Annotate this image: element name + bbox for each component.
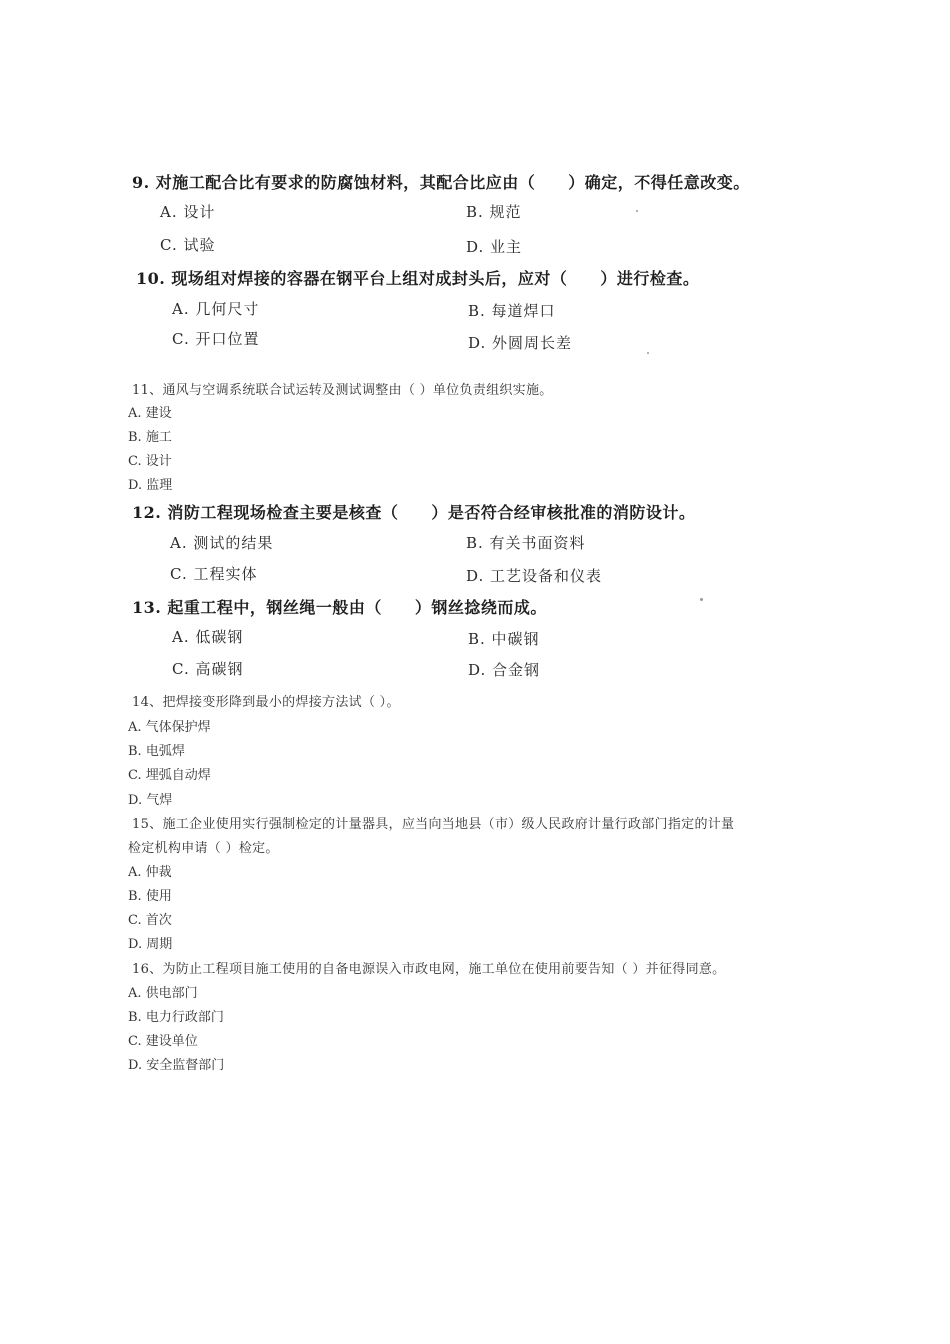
question-10-option-a: A. 几何尺寸 bbox=[172, 300, 260, 318]
scan-speck bbox=[647, 352, 649, 354]
question-10-option-c: C. 开口位置 bbox=[172, 330, 260, 348]
question-9-option-c: C. 试验 bbox=[160, 236, 216, 254]
question-12-option-b: B. 有关书面资料 bbox=[466, 534, 586, 552]
question-9-text: 9. 对施工配合比有要求的防腐蚀材料，其配合比应由（ ）确定，不得任意改变。 bbox=[132, 173, 750, 192]
question-9-option-d: D. 业主 bbox=[466, 238, 523, 256]
question-12-option-d: D. 工艺设备和仪表 bbox=[466, 567, 603, 585]
question-15-option-d: D. 周期 bbox=[128, 937, 173, 952]
question-14-option-d: D. 气焊 bbox=[128, 793, 173, 808]
question-14-option-c: C. 埋弧自动焊 bbox=[128, 768, 211, 783]
question-14-option-b: B. 电弧焊 bbox=[128, 744, 185, 759]
question-10-text: 10. 现场组对焊接的容器在钢平台上组对成封头后，应对（ ）进行检查。 bbox=[136, 269, 700, 288]
question-12-option-a: A. 测试的结果 bbox=[170, 534, 274, 552]
question-12-text: 12. 消防工程现场检查主要是核查（ ）是否符合经审核批准的消防设计。 bbox=[132, 503, 696, 522]
question-13-option-d: D. 合金钢 bbox=[468, 661, 541, 679]
question-11-option-d: D. 监理 bbox=[128, 478, 173, 493]
question-16-option-b: B. 电力行政部门 bbox=[128, 1010, 224, 1025]
question-10-option-b: B. 每道焊口 bbox=[468, 302, 556, 320]
question-13-option-b: B. 中碳钢 bbox=[468, 630, 540, 648]
question-10-option-d: D. 外圆周长差 bbox=[468, 334, 573, 352]
question-13-option-a: A. 低碳钢 bbox=[172, 628, 244, 646]
question-12-option-c: C. 工程实体 bbox=[170, 565, 258, 583]
question-14-option-a: A. 气体保护焊 bbox=[128, 720, 211, 735]
question-11-option-c: C. 设计 bbox=[128, 454, 172, 469]
question-16-option-a: A. 供电部门 bbox=[128, 986, 198, 1001]
scan-speck bbox=[636, 210, 638, 212]
question-16-option-d: D. 安全监督部门 bbox=[128, 1058, 225, 1073]
question-16-text: 16、为防止工程项目施工使用的自备电源误入市政电网，施工单位在使用前要告知（ ）并征得同意。 bbox=[132, 962, 726, 977]
question-9-option-b: B. 规范 bbox=[466, 203, 522, 221]
question-11-option-b: B. 施工 bbox=[128, 430, 172, 445]
question-14-text: 14、把焊接变形降到最小的焊接方法试（ ）。 bbox=[132, 695, 400, 710]
question-9-option-a: A. 设计 bbox=[160, 203, 216, 221]
question-11-option-a: A. 建设 bbox=[128, 406, 172, 421]
question-15-option-a: A. 仲裁 bbox=[128, 865, 172, 880]
question-13-option-c: C. 高碳钢 bbox=[172, 660, 244, 678]
question-16-option-c: C. 建设单位 bbox=[128, 1034, 198, 1049]
question-13-text: 13. 起重工程中，钢丝绳一般由（ ）钢丝捻绕而成。 bbox=[132, 598, 547, 617]
scan-speck bbox=[700, 598, 703, 601]
question-11-text: 11、通风与空调系统联合试运转及测试调整由（ ）单位负责组织实施。 bbox=[132, 383, 553, 398]
question-15-option-c: C. 首次 bbox=[128, 913, 172, 928]
question-15-text-line-2: 检定机构申请（ ）检定。 bbox=[128, 841, 279, 856]
question-15-text-line-1: 15、施工企业使用实行强制检定的计量器具，应当向当地县（市）级人民政府计量行政部门指定的计量 bbox=[132, 817, 735, 832]
question-15-option-b: B. 使用 bbox=[128, 889, 172, 904]
